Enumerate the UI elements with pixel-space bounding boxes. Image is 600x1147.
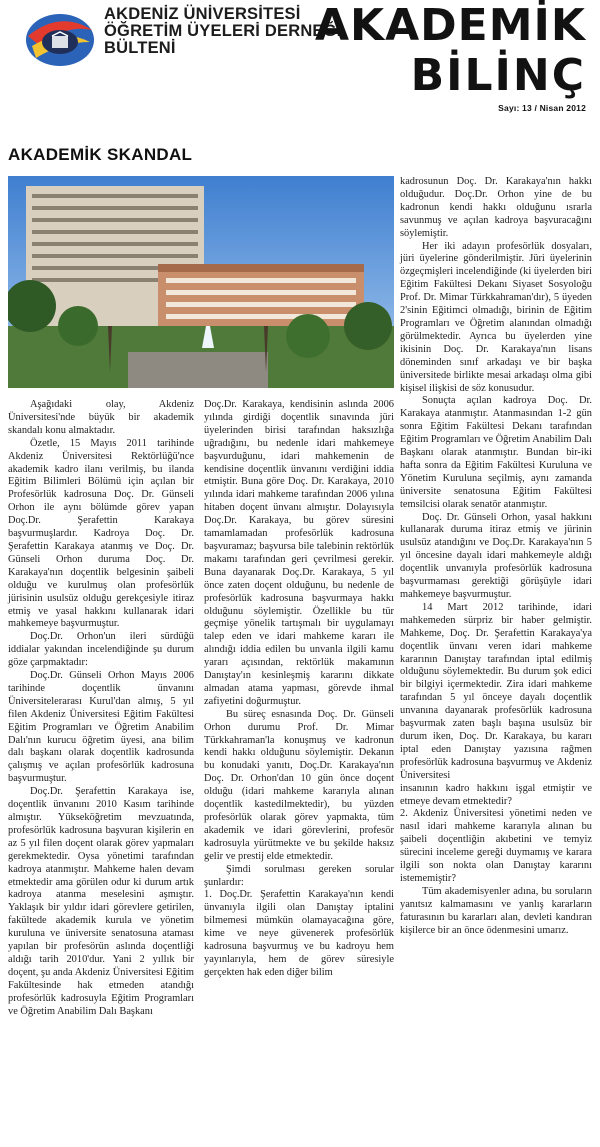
article-paragraph: Tüm akademisyenler adına, bu soruların yanıtsız kalmamasını ve yanlış kararların faturasının bu kararları alan, devleti kandıran kişilerce bir an önce ödenmesini umarız. [400, 885, 592, 936]
association-name-line: ÖĞRETİM ÜYELERİ DERNEĞİ [104, 22, 342, 40]
article-paragraph: Her iki adayın profesörlük dosyaları, jüri üyelerine gönderilmiştir. Jüri üyelerinin özgeçmişleri incelendiğinde (ki üyelerden biri Eğitim Fakültesi Dekanı Siyaset Sosyoloğu Prof. Dr. Mimar Türkkahraman'dır), 5 üyeden 2'sinin Eğitimci olmadığı, birinin de Eğitim Programları ve Öğretim alanından olmadığı görülmektedir. Ayrıca bu üyelerden yine ikisinin Doç. Dr. Karakaya'nın lisans döneminden sınıf arkadaşı ve bir başka üniversitede birlikte mesai arkadaşı olma gibi kişisel ilişkisi de söz konusudur. [400, 240, 592, 394]
campus-building-photo [8, 176, 394, 388]
article-column-1 [8, 399, 194, 1019]
article-column-2 [204, 399, 394, 980]
article-paragraph: 1. Doç.Dr. Şerafettin Karakaya'nın kendi ünvanıyla ilgili olan Danıştay iptalini bilmemesi mümkün olamayacağına göre, kime ve neye güvenerek profesörlük kadrosuna başvurmuş ve bu kadroyu hem yayınlarıyla, hem de görev süresiyle gerçekten hak eden diğer bilim [204, 889, 394, 978]
article-paragraph: Sonuçta açılan kadroya Doç. Dr. Karakaya atanmıştır. Atanmasından 1-2 gün sonra Eğitim Fakültesi Dekanı tarafından Eğitim Programları ve Öğretim Anabilim Dalı Başkanı olarak atanmıştır. Bundan bir-iki hafta sonra da Eğitim Fakültesi Kuruluna ve Yönetim Kuruluna seçilmiş, aynı zamanda üniversite senatosuna Eğitim Fakültesi temsilcisi olarak senatör atanmıştır. [400, 395, 592, 510]
issue-info: Sayı: 13 / Nisan 2012 [498, 103, 586, 113]
association-name-line: BÜLTENİ [104, 39, 176, 57]
article-paragraph: Doç. Dr. Günseli Orhon, yasal hakkını kullanarak duruma itiraz etmiş ve jürinin usulsüz atandığını ve Doç.Dr. Karakaya'nın 5 yıl öncesine dayalı idari mahkemeyle aldığı doçentlik unvanıyla profesörlük kadrosuna başvurmaması gerektiği görüşüyle idari mahkemeye başvurmuştur. [400, 511, 592, 600]
article-paragraph: Doç.Dr. Günseli Orhon Mayıs 2006 tarihinde doçentlik ünvanını Üniversitelerarası Kurul'dan almış, 5 yıl filen Akdeniz Üniversitesi Eğitim Fakültesi Eğitim Programları ve Öğretim Anabilim Dalı'nın kurucu öğretim üyesi, ana bilim dalı başkanı olarak doçentlik kadrosunda çalışmış ve açılan profesörlük kadrosuna başvurmuştur. [8, 670, 194, 785]
article-paragraph: Doç.Dr. Şerafettin Karakaya ise, doçentlik ünvanını 2010 Kasım tarihinde almıştır. Yükseköğretim mevzuatında, profesörlük kadrosuna başvuran kişilerin en az 5 yıl filen doçent olarak görev yapmaları gerekmektedir. Oysa yönetimi tarafından kadroya atanmıştır. Mahkeme halen devam etmektedir ama görülen odur ki durum artık kadroya atanma meselesini aşmıştır. Yaklaşık bir yıldır idari görevlere getirilen, fakültede akademik kurula ve yönetim kuruluna ve üniversite senatosuna ataması yapılan bir profesörün aslında doçentliği aldığı tarih 2010'dur. Yani 2 yıllık bir doçent, şu anda Akdeniz Üniversitesi Eğitim Fakültesinde hak etmeden atandığı profesörlük kadrosuyla Eğitim Programları ve Öğretim Anabilim Dalı Başkanı [8, 786, 194, 1017]
article-paragraph: kadrosunun Doç. Dr. Karakaya'nın hakkı olduğudur. Doç.Dr. Orhon yine de bu kadronun kendi hakkı olduğunu ısrarla savunmuş ve açılan kadroya başvuracağını söylemiştir. [400, 176, 592, 239]
brand-title-line1: AKADEMİK [314, 0, 586, 51]
article-paragraph: Doç.Dr. Orhon'un ileri sürdüğü iddialar yakından incelendiğinde şu durum göze çarpmaktadır: [8, 631, 194, 669]
masthead [0, 0, 600, 140]
article-paragraph: Özetle, 15 Mayıs 2011 tarihinde Akdeniz Üniversitesi Rektörlüğü'nce akademik kadro ilanı verilmiş, bu ilanda Eğitim Bilimleri Bölümü için açılan bir Profesörlük kadrosuna Doç. Dr. Günseli Orhon ile aynı bölümde görev yapan Doç.Dr. Şerafettin Karakaya başvurmuşlardır. Kadroya Doç. Dr. Şerafettin Karakaya atanmış ve Doç. Dr. Günseli Orhon duruma Doç. Dr. Karakaya'nın doçentlik belgesinin şaibeli olduğu ve kurulmuş olan profesörlük jürisinin usulsüz olduğu gerekçesiyle itiraz etmiş ve yasal hakkını kullanarak idari mahkemeye başvurmuştur. [8, 437, 194, 630]
article-paragraph: 14 Mart 2012 tarihinde, idari mahkemeden sürpriz bir haber gelmiştir. Mahkeme, Doç. Dr. Şerafettin Karakaya'ya doçentlik ünvanı veren idari mahkeme kararının Danıştay tarafından iptal edilmiş olduğunu söylemektedir. Bu durum şok edici bir bilgiyi içermektedir. Zira idari mahkeme tarafından 5 yıl önceye dayalı doçentlik unvanına dayanarak profesörlük kadrosuna başvurmak zaten başlı başına usulsüz bir durum iken, Doç. Dr. Karakaya, bu kararı iptal eden Danıştay yazısına rağmen profesörlük kadrosuna başvurmuş ve Akdeniz Üniversitesi [400, 601, 592, 781]
article-paragraph: Aşağıdaki olay, Akdeniz Üniversitesi'nde büyük bir akademik skandalı konu almaktadır. [8, 399, 194, 436]
association-name-line: AKDENİZ ÜNİVERSİTESİ [104, 5, 301, 23]
association-logo-icon [22, 6, 98, 70]
article-paragraph: Doç.Dr. Karakaya, kendisinin aslında 2006 yılında girdiği doçentlik sınavında jüri üyelerinden birisi tarafından haksızlığa uğradığını, bu nedenle idari mahkemeye başvurduğunu, idari mahkemenin de kendisine doçentlik ünvanını verdiğini iddia etmiştir. Buna göre Doç. Dr. Karakaya, 2010 yılında idari mahkeme tarafından 2006 yılına hitaben doçent ünvanı almıştır. Dolayısıyla Doç.Dr. Karakaya, bu görev süresini tamamlamadan profesörlük kadrosuna başvuramaz; başvursa bile talebinin rektörlük makamı tarafından geri çevrilmesi gerekir. Buna dayanarak Doç.Dr. Karakaya, 5 yıl önce zaten doçent olduğunu, bu nedenle de profesörlük kadrosuna başvurmaya hakkı olduğunu söylemiştir. Özellikle bu tür geçmişe yönelik tartışmalı bir uygulamayı talep eden ve idari mahkeme kararı ile alındığı iddia edilen bu unvanla ilgili kamu yararı açısından, rektörlük makamının Danıştay'ın kesinleşmiş kararını dikkate almadan atama yapması, görevde ihmal zafiyetini doğurmuştur. [204, 399, 394, 707]
bulletin-brand [315, 0, 586, 114]
article-title: AKADEMİK SKANDAL [8, 145, 193, 164]
article-column-3 [400, 176, 592, 937]
article-paragraph: insanının kadro hakkını işgal etmiştir ve etmeye devam etmektedir? [400, 782, 592, 807]
article-paragraph: Şimdi sorulması gereken sorular şunlardır: [204, 863, 394, 888]
brand-title-line2: BİLİNÇ [410, 50, 586, 101]
article-paragraph: Bu süreç esnasında Doç. Dr. Günseli Orhon durumu Prof. Dr. Mimar Türkkahraman'la konuşmuş ve kadronun kendi hakkı olduğunu söylemiştir. Dekanın bu konudaki yanıtı, Doç.Dr. Karakaya'nın Doç. Dr. Orhon'dan 10 gün önce doçent olduğu (idari mahkeme kararıyla alınan doçentlik kastedilmektedir), bu yüzden profesörlük olarak görev yapmakta, tüm akademik ve idari görevlerini, profesör kadrosuyla yürütmekte ve bu şekilde haksız gelir ve prestij elde etmektedir. [204, 708, 394, 862]
association-name [104, 5, 342, 57]
article-paragraph: 2. Akdeniz Üniversitesi yönetimi neden ve nasıl idari mahkeme kararıyla alınan bu şaibeli doçentliğin akıbetini ve temyiz sürecini inceleme gereği duymamış ve karara ilgili son nokta olan Danıştay kararını istememiştir? [400, 808, 592, 884]
